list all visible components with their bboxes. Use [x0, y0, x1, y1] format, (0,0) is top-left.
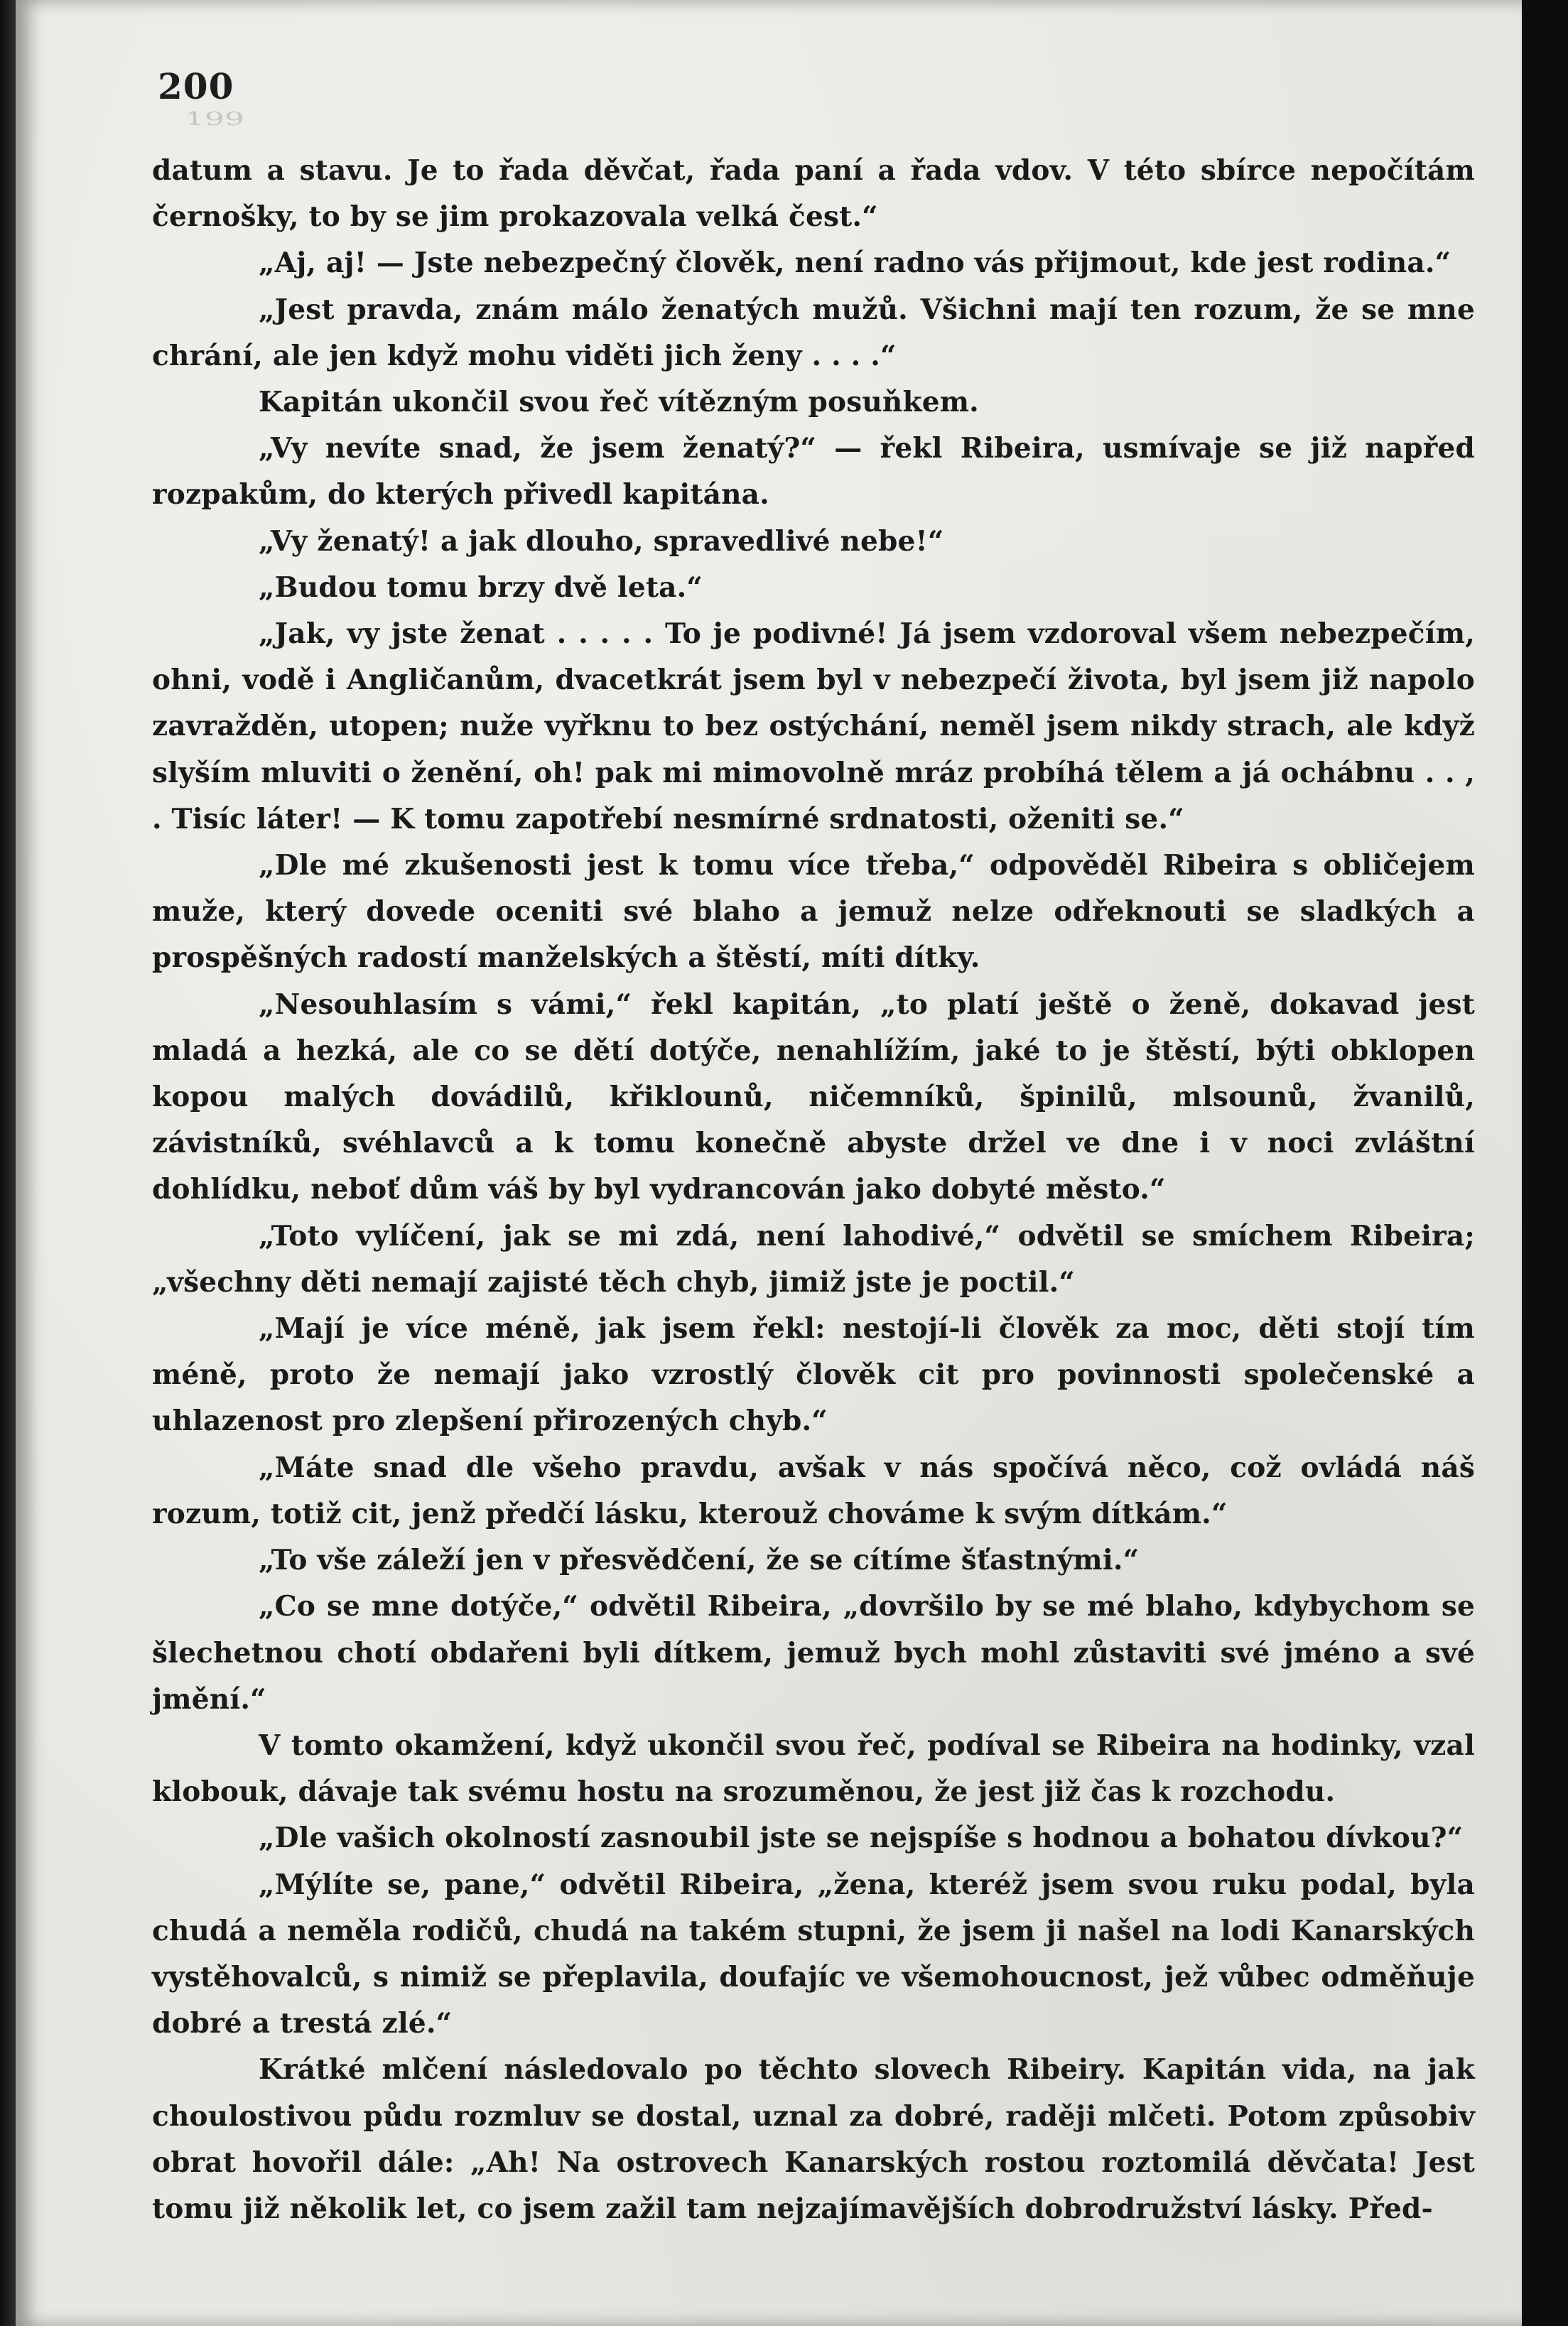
paragraph: „Aj, aj! — Jste nebezpečný člověk, není radno vás přijmout, kde jest rodina.“	[259, 247, 1451, 280]
paragraph: „Budou tomu brzy dvě leta.“	[259, 570, 703, 604]
page-number: 200	[158, 65, 234, 107]
paragraph: „To vše záleží jen v přesvědčení, že se cítíme šťastnými.“	[259, 1544, 1140, 1577]
bleed-through-page-number: 199	[185, 108, 244, 130]
paragraph: „Jak, vy jste ženat . . . . . To je podivné! Já jsem vzdoroval všem nebezpečím, ohni, vodě i Angličanům, dvacetkrát jsem byl v nebezpečí života, byl jsem již napolo zavražděn, utopen; nuže vyřknu to bez ostýchání, neměl jsem nikdy strach, ale když slyším mluviti o ženění, oh! pak mi mimovolně mráz probíhá tělem a já ochábnu . . , . Tisíc láter! — K tomu zapotřebí nesmírné srdnatosti, oženiti se.“	[152, 617, 1475, 835]
paragraph: „Nesouhlasím s vámi,“ řekl kapitán, „to platí ještě o ženě, dokavad jest mladá a hezká, ale co se dětí dotýče, nenahlížím, jaké to je štěstí, býti obklopen kopou malých dovádilů, křiklounů, ničemníků, špinilů, mlsounů, žvanilů, závistníků, svéhlavců a k tomu konečně abyste držel ve dne i v noci zvláštní dohlídku, neboť dům váš by byl vydrancován jako dobyté město.“	[152, 988, 1475, 1206]
paragraph: „Vy nevíte snad, že jsem ženatý?“ — řekl Ribeira, usmívaje se již napřed rozpakům, do kterých přivedl kapitána.	[152, 432, 1475, 512]
scan-right-edge	[1522, 0, 1568, 2326]
paragraph: „Mýlíte se, pane,“ odvětil Ribeira, „žena, kteréž jsem svou ruku podal, byla chudá a neměla rodičů, chudá na takém stupni, že jsem ji našel na lodi Kanarských vystěhovalců, s nimiž se přeplavila, doufajíc ve všemohoucnost, jež vůbec odměňuje dobré a trestá zlé.“	[152, 1868, 1475, 2040]
paragraph: „Toto vylíčení, jak se mi zdá, není lahodivé,“ odvětil se smíchem Ribeira; „všechny děti nemají zajisté těch chyb, jimiž jste je poctil.“	[152, 1219, 1475, 1299]
paragraph: „Máte snad dle všeho pravdu, avšak v nás spočívá něco, což ovládá náš rozum, totiž cit, jenž předčí lásku, kterouž chováme k svým dítkám.“	[152, 1451, 1475, 1530]
paragraph: „Jest pravda, znám málo ženatých mužů. Všichni mají ten rozum, že se mne chrání, ale jen když mohu viděti jich ženy . . . .“	[152, 293, 1475, 372]
paragraph: „Dle mé zkušenosti jest k tomu více třeba,“ odpověděl Ribeira s obličejem muže, který dovede oceniti své blaho a jemuž nelze odřeknouti se sladkých a prospěšných radostí manželských a štěstí, míti dítky.	[152, 849, 1475, 975]
paragraph: „Vy ženatý! a jak dlouho, spravedlivé nebe!“	[259, 524, 944, 558]
paragraph: „Mají je více méně, jak jsem řekl: nestojí-li člověk za moc, děti stojí tím méně, proto že nemají jako vzrostlý člověk cit pro povinnosti společenské a uhlazenost pro zlepšení přirozených chyb.“	[152, 1312, 1475, 1438]
paragraph: Krátké mlčení následovalo po těchto slovech Ribeiry. Kapitán vida, na jak choulostivou půdu rozmluv se dostal, uznal za dobré, raději mlčeti. Potom způsobiv obrat hovořil dále: „Ah! Na ostrovech Kanarských rostou roztomilá děvčata! Jest tomu již několik let, co jsem zažil tam nejzajímavějších dobrodružství lásky. Před-	[152, 2053, 1475, 2225]
book-page	[16, 0, 1522, 2326]
paragraph: datum a stavu. Je to řada děvčat, řada paní a řada vdov. V této sbírce nepočítám černošky, to by se jim prokazovala velká čest.“	[152, 154, 1475, 234]
body-text	[152, 148, 1475, 2232]
paragraph: „Dle vašich okolností zasnoubil jste se nejspíše s hodnou a bohatou dívkou?“	[259, 1822, 1464, 1855]
paragraph: V tomto okamžení, když ukončil svou řeč, podíval se Ribeira na hodinky, vzal klobouk, dávaje tak svému hostu na srozuměnou, že jest již čas k rozchodu.	[152, 1729, 1475, 1809]
paragraph: Kapitán ukončil svou řeč vítězným posuňkem.	[259, 386, 979, 419]
paragraph: „Co se mne dotýče,“ odvětil Ribeira, „dovršilo by se mé blaho, kdybychom se šlechetnou chotí obdařeni byli dítkem, jemuž bych mohl zůstaviti své jméno a své jmění.“	[152, 1590, 1475, 1716]
